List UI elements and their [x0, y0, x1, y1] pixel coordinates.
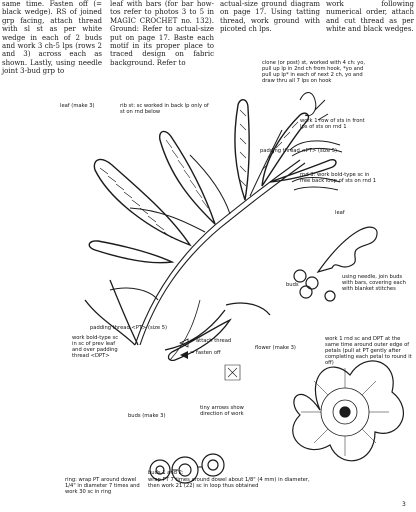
buds12-label: buds 1 and 2:	[148, 470, 184, 476]
needle-label: using needle, join buds with bars, covering each with blanket stitches	[342, 274, 406, 292]
rib-st-label: rib st: sc worked in back lp only of st on rnd below	[120, 103, 209, 115]
slice-number: 3	[402, 501, 406, 508]
row-of-sts-label: work 1 row of sts in front lps of sts on rnd 1	[300, 118, 365, 130]
bold-type-label: work bold-type sc in sc of prev leaf and over padding thread <DPT>	[72, 335, 119, 359]
clone-st-label: clone (or post) st, worked with 4 ch: yo, pull up lp in 2nd ch from hook, *yo and pull up lp* in each of next 2 ch, yo and draw thru all 7 lps on hook	[262, 60, 366, 84]
padding-thread-label: padding thread <PT> (size 5)	[260, 148, 338, 154]
flower-note-label: work 1 rnd sc and DPT at the same time around outer edge of petals (pull at PT gently after completing each petal to round it off)	[325, 336, 412, 366]
leaf-make-label: (make 3)	[71, 103, 95, 109]
ring-label: ring: wrap PT around dowel 1/4" in diameter 7 times and work 30 sc in ring	[65, 477, 140, 495]
buds12-text: wrap PT 7 times around dowel about 1/8" (4 mm) in diameter, then work 21 (22) sc in loop thus obtained	[148, 477, 310, 489]
flower-make-label: (make 3)	[272, 345, 296, 351]
instruction-column-2: leaf with bars (for bar how-tos refer to photos 3 to 5 in MAGIC CROCHET no. 132). Ground: Refer to actual-size put on page 17. Baste each motif in its proper place to traced design on fabric background. Refer to	[110, 0, 214, 67]
instruction-column-3: actual-size ground diagram on page 17. Using tatting thread, work ground with picoted ch lps.	[220, 0, 320, 34]
leaf-motif	[89, 100, 336, 345]
instruction-column-1: same time. Fasten off (= black wedge). RS of joined grp facing, attach thread with sl st as per white wedge in each of 2 buds and work 3 ch-5 lps (rows 2 and 3) across each as shown. Lastly, using needle joint 3-bud grp to	[2, 0, 102, 76]
clone-stitch-detail	[300, 93, 328, 121]
flower-motif	[293, 361, 404, 461]
rnd3-label: rnd 3: work bold-type sc in free back loop of sts on rnd 1	[300, 172, 377, 184]
ground-sample	[225, 365, 240, 380]
flower-label: flower	[255, 345, 272, 351]
leaf2-label: leaf	[335, 210, 345, 216]
arrows-label: tiny arrows show direction of work	[200, 405, 244, 417]
leaf-label: leaf	[60, 103, 70, 109]
buds-side-label: buds	[286, 282, 299, 288]
padding-thread2-label: padding thread <PT> (size 5)	[90, 325, 168, 331]
fasten-off-label: = fasten off	[190, 350, 221, 356]
instruction-column-4: work following numerical order, attach and cut thread as per white and black wedges.	[326, 0, 414, 34]
buds-label: buds	[128, 413, 141, 419]
buds-make-label: (make 3)	[142, 413, 166, 419]
attach-thread-label: = attach thread	[190, 338, 232, 344]
